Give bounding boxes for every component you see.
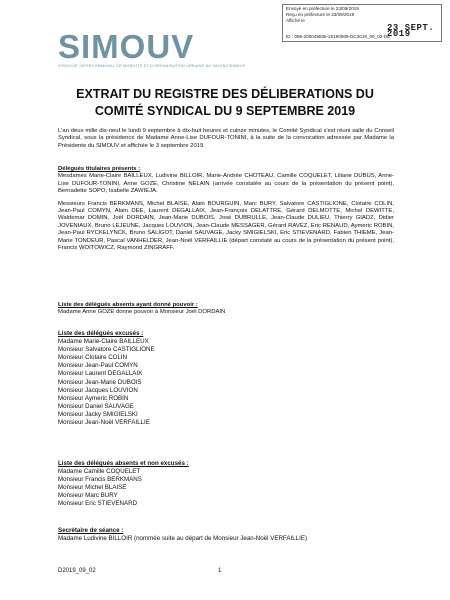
title-line-2: COMITÉ SYNDICAL DU 9 SEPTEMBRE 2019: [94, 104, 356, 118]
titulaires-mesdames: Mesdames Marie-Claire BAILLEUX, Ludivine BILLOIR, Marie-Andrée CHOTEAU, Camille COQUELET, Liliane DUBUS, Anne-Lise DUFOUR-TONINI, Anne GOZE, Christine NELAIN (arrivée constatée au cours de la présentation du présent point), Bernadette SOPO, Isabelle ZAWIEJA.: [58, 173, 394, 195]
list-item: Monsieur Jacques LOUVION: [58, 386, 138, 394]
secretaire-section: [58, 527, 394, 543]
non-excuses-section: [58, 460, 394, 509]
list-item: Monsieur Jean-Noël VERFAILLIE: [58, 419, 150, 427]
stamp-posted-line: Affiché le: [286, 18, 305, 24]
stamp-date: 23 SEPT. 2019: [387, 23, 435, 40]
title-line-1: EXTRAIT DU REGISTRE DES DÉLIBERATIONS DU: [76, 87, 374, 101]
secretaire-heading: Secrétaire de séance :: [58, 527, 124, 534]
pouvoir-text: Madame Anne GOZE donne pouvoir à Monsieur Joël DORDAIN: [58, 309, 226, 316]
stamp-received-line: Reçu en préfecture le 23/09/2019: [286, 12, 355, 18]
list-item: Monsieur Jacky SMIGIELSKI: [58, 410, 138, 418]
excuses-section: [58, 330, 394, 427]
titulaires-messieurs: Messieurs Francis BERKMANS, Michel BLAISE, Alain BOURGUIN, Marc BURY, Salvatore CASTIGLIONE, Clotaire COLIN, Jean-Paul COMYN, Alain DEE, Laurent DEGALLAIX, Jean-François DELATTRE, Gérard DELMOTTE, Michel DEWITTE, Waldemar DOMIN, Joël DORDAIN, Jean-Marie DUBOIS, José DUBRULLE, Jean-Claude DULIEU, Thierry GIADZ, Didier JOVENIAUX, Bruno LEJEUNE, Jacques LOUVION, Jean-Claude MESSAGER, Gérard RAVEZ, Eric RENAUD, Aymeric ROBIN, Jean-Paul RYCKELYNCK, Bruno SALIGOT, Daniel SAUVAGE, Jacky SMIGIELSKI, Eric STIEVENARD, Fabien THIEME, Jean-Marie TONDEUR, Pascal VANHELDER, Jean-Noël VERFAILLIE (départ constaté au cours de la présentation du présent point), Francis WOITOWICZ, Raymond ZINGRAFF.: [58, 200, 394, 252]
titulaires-section: [58, 166, 394, 252]
document-reference: D2019_09_02: [58, 568, 96, 574]
list-item: Monsieur Aymeric ROBIN: [58, 394, 129, 402]
list-item: Monsieur Michel BLAISE: [58, 484, 127, 492]
list-item: Monsieur Marc BURY: [58, 492, 118, 500]
simouv-logo: [58, 28, 258, 68]
logo-wordmark: SIMOUV: [58, 28, 195, 65]
secretaire-text: Madame Ludivine BILLOIR (nommée suite au départ de Monsieur Jean-Noël VERFAILLIE): [58, 535, 308, 543]
list-item: Monsieur Jean-Marie DUBOIS: [58, 378, 142, 386]
titulaires-heading: Délégués titulaires présents :: [58, 166, 141, 172]
list-item: Monsieur Salvatore CASTIGLIONE: [58, 346, 155, 354]
list-item: Monsieur Clotaire COLIN: [58, 354, 128, 362]
list-item: Monsieur Eric STIEVENARD: [58, 500, 138, 508]
intro-paragraph: L'an deux mille dix-neuf le lundi 9 septembre à dix-huit heures et cuinze minutes, le Comité Syndical s'est réuni salle du Conseil Syndical, sous la présidence de Madame Anne-Lise DUFOUR-TONINI, à la suite de la convocation adressée par Madame la Présidente du SIMOUV et affichée le 3 septembre 2019.: [58, 128, 394, 149]
non-excuses-heading: Liste des délégués absents et non excusés :: [58, 460, 189, 467]
document-title: [0, 86, 450, 120]
stamp-sent-line: Envoyé en préfecture le 23/09/2019: [286, 6, 359, 11]
list-item: Monsieur Francis BERKMANS: [58, 476, 142, 484]
list-item: Monsieur Daniel SAUVAGE: [58, 402, 134, 410]
list-item: Monsieur Jean-Paul COMYN: [58, 362, 138, 370]
pouvoir-section: [58, 302, 394, 317]
page-footer: [58, 568, 398, 574]
excuses-heading: Liste des délégués excusés :: [58, 330, 144, 337]
prefecture-stamp: [282, 4, 442, 42]
stamp-id-line: ID : 056-200049836-20190909-DC2019_09_02-DE: [286, 34, 391, 39]
page-number: 1: [218, 568, 222, 574]
logo-tagline: SYNDICAT INTERCOMMUNAL DE MOBILITÉ ET D'ORGANISATION URBAINE DU VALENCIENNOIS: [58, 64, 246, 68]
excuses-list: [58, 338, 394, 427]
list-item: Madame Camille COQUELET: [58, 468, 141, 476]
pouvoir-heading: Liste des délégués absents ayant donné pouvoir :: [58, 302, 198, 308]
list-item: Monsieur Laurent DEGALLAIX: [58, 370, 143, 378]
non-excuses-list: [58, 468, 394, 508]
list-item: Madame Marie-Claire BAILLEUX: [58, 338, 149, 346]
